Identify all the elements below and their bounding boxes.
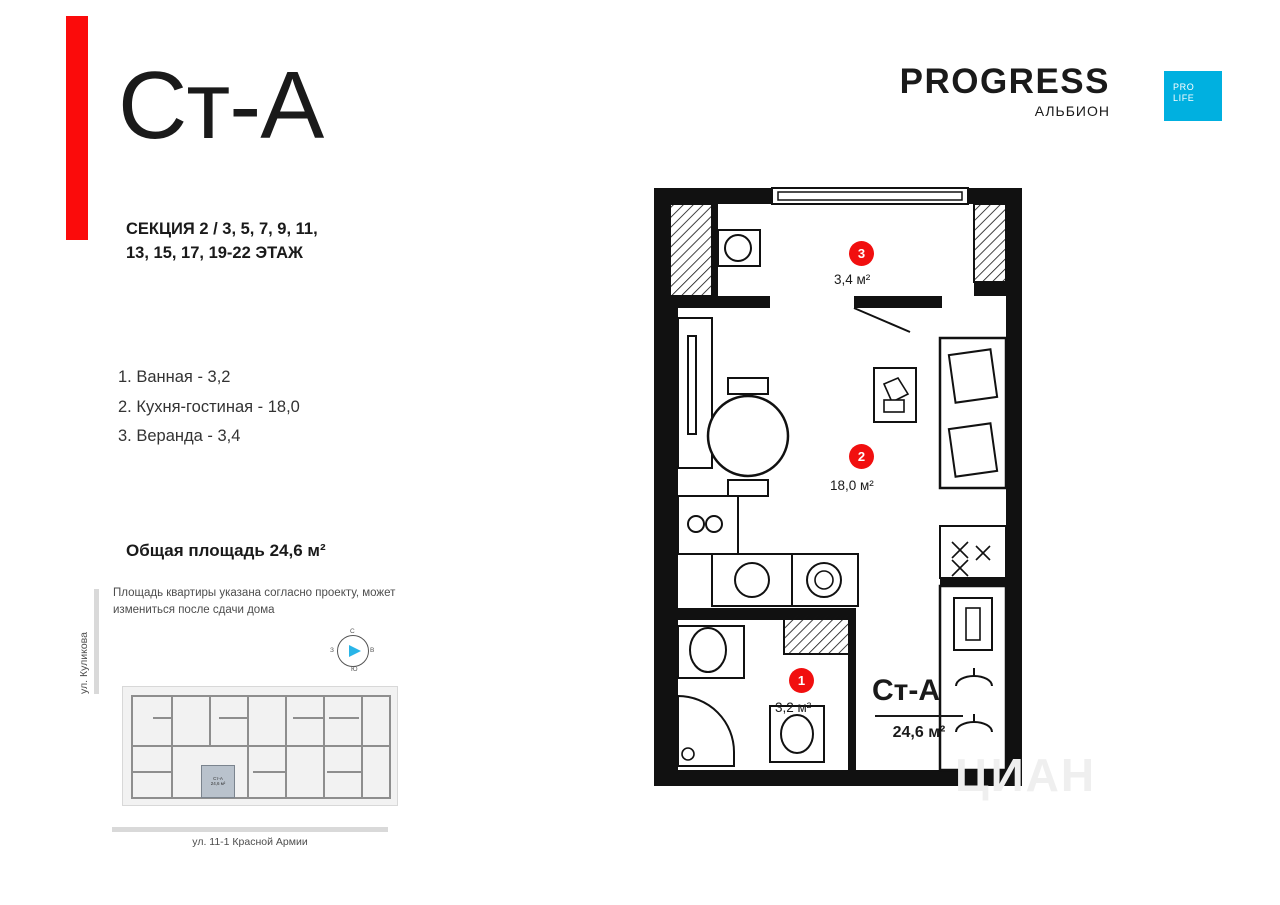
accent-bar (66, 16, 88, 240)
room-marker-3[interactable]: 3 (849, 241, 874, 266)
street-left-text: ул. Куликова (78, 632, 90, 694)
section-floors-info (126, 218, 426, 266)
room-marker-1[interactable]: 1 (789, 668, 814, 693)
compass-icon (330, 628, 376, 674)
compass-west-label: З (330, 647, 334, 654)
street-label-left (78, 584, 90, 694)
site-plan-frame (122, 686, 398, 806)
prolife-badge (1164, 71, 1222, 121)
footer-strip (0, 879, 1280, 905)
list-item: 3. Веранда - 3,4 (118, 427, 241, 446)
list-item: 1. Ванная - 3,2 (118, 368, 231, 386)
unit-area: 24,6 м² (210, 781, 226, 787)
total-area-label: Общая площадь 24,6 м² (126, 541, 326, 560)
highlighted-unit[interactable] (201, 765, 235, 798)
site-plan-thumbnail (110, 686, 400, 841)
room-area-label-1: 3,2 м² (775, 700, 812, 715)
watermark: ЦИАН (955, 749, 1097, 801)
street-bottom-text: ул. 11-1 Красной Армии (192, 836, 308, 848)
plan-area-on-drawing: 24,6 м² (875, 715, 963, 742)
disclaimer-text: Площадь квартиры указана согласно проекту, может измениться после сдачи дома (113, 587, 396, 616)
list-item: 2. Кухня-гостиная - 18,0 (118, 397, 300, 416)
page-title: Ст-А (118, 52, 324, 159)
room-area-label-2: 18,0 м² (830, 478, 874, 493)
badge-line-2: LIFE (1173, 93, 1195, 104)
brand-name: PROGRESS (899, 62, 1110, 101)
room-list (118, 363, 300, 452)
badge-line-1: PRO (1173, 82, 1195, 92)
section-line-1: СЕКЦИЯ 2 / 3, 5, 7, 9, 11, (126, 220, 318, 238)
compass-needle (349, 645, 361, 657)
street-bottom-bar (112, 827, 388, 832)
compass-east-label: В (370, 647, 375, 654)
section-line-2: 13, 15, 17, 19-22 ЭТАЖ (126, 243, 303, 262)
compass-south-label: Ю (351, 666, 358, 673)
unit-code: Ст-А (213, 776, 223, 781)
room-area-label-3: 3,4 м² (834, 272, 871, 287)
project-name: АЛЬБИОН (1034, 103, 1110, 119)
plan-code-on-drawing: Ст-А (872, 674, 941, 707)
room-marker-2[interactable]: 2 (849, 444, 874, 469)
street-left-bar (94, 589, 99, 694)
compass-north-label: С (350, 628, 355, 635)
street-label-bottom (112, 827, 388, 848)
